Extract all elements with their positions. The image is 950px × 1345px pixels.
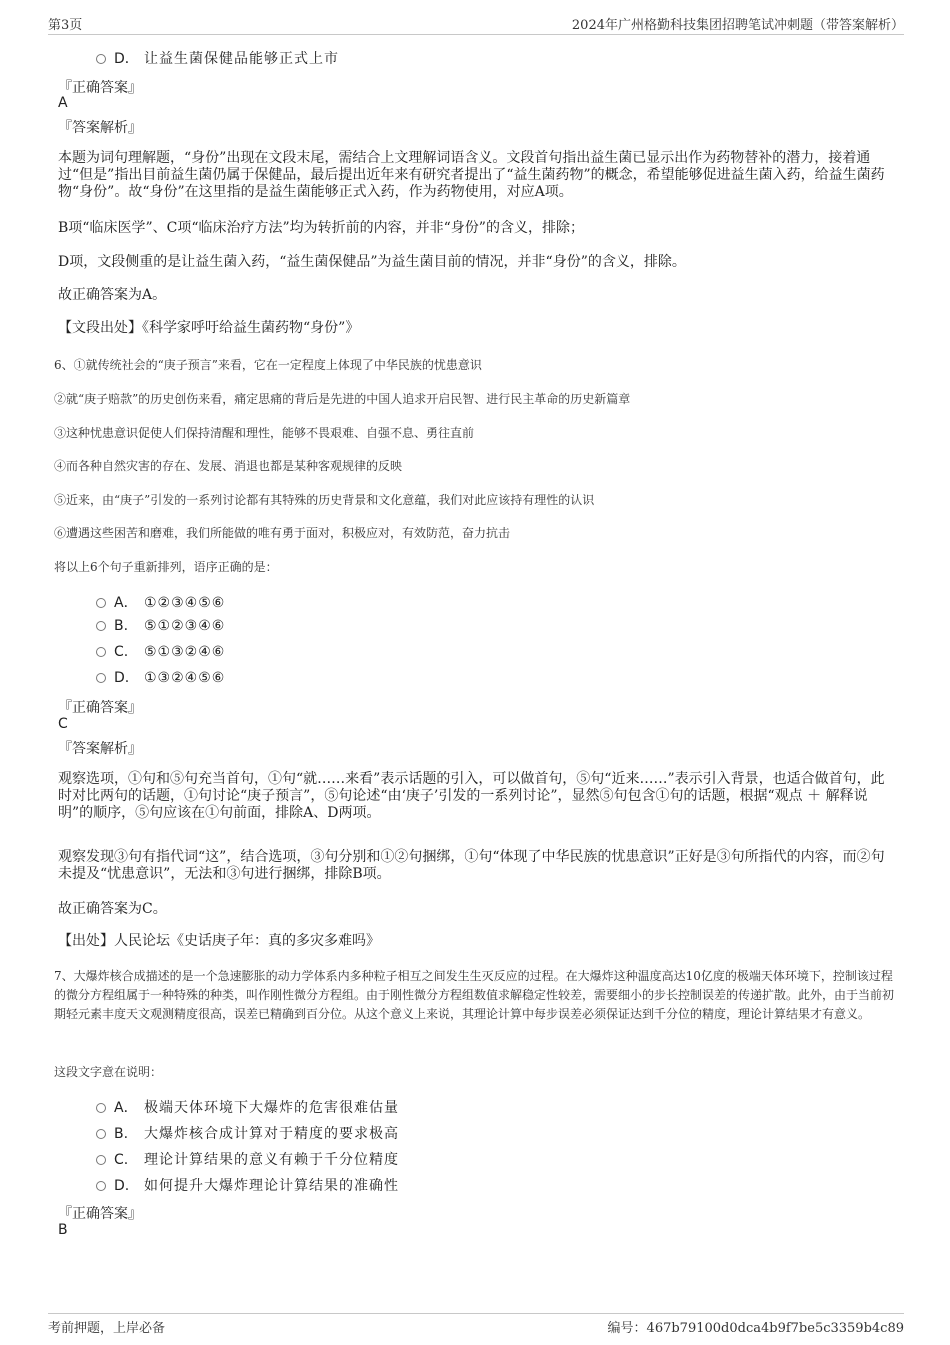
q6-analysis-label: 『答案解析』 <box>58 741 142 757</box>
page-number: 第3页 <box>48 18 83 33</box>
q5-option-d[interactable]: D． 让益生菌保健品能够正式上市 <box>96 48 339 68</box>
radio-icon[interactable] <box>96 621 106 631</box>
q6-sentence-2: ②就“庚子赔款”的历史创伤来看，痛定思痛的背后是先进的中国人追求开启民智、进行民主革命的历史新篇章 <box>54 392 631 406</box>
page-header <box>48 14 904 35</box>
document-title: 2024年广州格勤科技集团招聘笔试冲刺题（带答案解析） <box>571 18 904 33</box>
q6-sentence-1: 6、①就传统社会的“庚子预言”来看，它在一定程度上体现了中华民族的忧患意识 <box>54 358 482 372</box>
q6-answer-label: 『正确答案』 <box>58 700 142 716</box>
q7-answer-label: 『正确答案』 <box>58 1206 142 1222</box>
q6-analysis-p2: 观察发现③句有指代词“这”，结合选项，③句分别和①②句捆绑，①句“体现了中华民族的忧患意识”正好是③句所指代的内容，而②句未提及“忧患意识”，无法和③句进行捆绑，排除B项。 <box>58 849 885 882</box>
q5-analysis-p4: 故正确答案为A。 <box>58 287 167 303</box>
q5-source: 【文段出处】《科学家呼吁给益生菌药物“身份”》 <box>58 320 360 336</box>
radio-icon[interactable] <box>96 1129 106 1139</box>
radio-icon[interactable] <box>96 1155 106 1165</box>
q7-option-b[interactable]: B. 大爆炸核合成计算对于精度的要求极高 <box>96 1123 399 1143</box>
q6-source: 【出处】人民论坛《史话庚子年：真的多灾多难吗》 <box>58 933 380 949</box>
q5-answer-label: 『正确答案』 <box>58 80 142 96</box>
radio-icon[interactable] <box>96 673 106 683</box>
footer-slogan: 考前押题，上岸必备 <box>48 1321 166 1336</box>
q6-analysis-p3: 故正确答案为C。 <box>58 901 167 917</box>
page-footer <box>48 1313 904 1336</box>
q6-option-c[interactable]: C. ⑤①③②④⑥ <box>96 644 225 664</box>
q6-sentence-3: ③这种忧患意识促使人们保持清醒和理性，能够不畏艰难、自强不息、勇往直前 <box>54 426 475 440</box>
q7-option-c[interactable]: C. 理论计算结果的意义有赖于千分位精度 <box>96 1149 399 1169</box>
radio-icon[interactable] <box>96 54 106 64</box>
q6-option-a[interactable]: A． ①②③④⑤⑥ <box>96 592 225 612</box>
q5-answer: A <box>58 95 68 111</box>
q7-stem: 7、大爆炸核合成描述的是一个急速膨胀的动力学体系内多种粒子相互之间发生生灭反应的过程。在大爆炸这种温度高达10亿度的极端天体环境下，控制该过程的微分方程组属于一种特殊的种类，叫作刚性微分方程组。由于刚性微分方程组数值求解稳定性较差，需要细小的步长控制误差的传递扩散。此外，由于当前初期轻元素丰度天文观测精度很高，误差已精确到百分位。从这个意义上来说，其理论计算中每步误差必须保证达到千分位的精度，理论计算结果才有意义。 <box>54 969 895 1021</box>
radio-icon[interactable] <box>96 1181 106 1191</box>
q6-option-d[interactable]: D. ①③②④⑤⑥ <box>96 670 225 690</box>
footer-serial: 编号：467b79100d0dca4b9f7be5c3359b4c89 <box>607 1321 904 1336</box>
q5-analysis-p3: D项，文段侧重的是让益生菌入药，“益生菌保健品”为益生菌目前的情况，并非“身份”的含义，排除。 <box>58 254 686 270</box>
q5-analysis-label: 『答案解析』 <box>58 120 142 136</box>
q5-analysis-p2: B项“临床医学”、C项“临床治疗方法”均为转折前的内容，并非“身份”的含义，排除； <box>58 220 584 236</box>
q6-analysis-p1: 观察选项，①句和⑤句充当首句，①句“就……来看”表示话题的引入，可以做首句，⑤句“近来……”表示引入背景，也适合做首句，此时对比两句的话题，①句讨论“庚子预言”，⑤句论述“由‘庚子’引发的一系列讨论”，显然⑤句包含①句的话题，根据“观点 ＋ 解释说明”的顺序，⑤句应该在①句前面，排除A、D两项。 <box>58 771 885 821</box>
q6-answer: C <box>58 716 68 732</box>
q7-option-a[interactable]: A． 极端天体环境下大爆炸的危害很难估量 <box>96 1097 399 1117</box>
q7-option-d[interactable]: D. 如何提升大爆炸理论计算结果的准确性 <box>96 1175 399 1195</box>
q5-analysis-p1: 本题为词句理解题，“身份”出现在文段末尾，需结合上文理解词语含义。文段首句指出益生菌已显示出作为药物替补的潜力，接着通过“但是”指出目前益生菌仍属于保健品，最后提出近年来有研究者提出了“益生菌药物”的概念，希望能够促进益生菌入药，给益生菌药物“身份”。故“身份”在这里指的是益生菌能够正式入药，作为药物使用，对应A项。 <box>58 150 885 200</box>
q7-answer: B <box>58 1222 68 1238</box>
q6-sentence-6: ⑥遭遇这些困苦和磨难，我们所能做的唯有勇于面对，积极应对，有效防范，奋力抗击 <box>54 526 511 540</box>
radio-icon[interactable] <box>96 1103 106 1113</box>
q6-option-b[interactable]: B. ⑤①②③④⑥ <box>96 618 225 638</box>
q7-prompt: 这段文字意在说明： <box>54 1065 163 1079</box>
q6-prompt: 将以上6个句子重新排列，语序正确的是： <box>54 560 278 574</box>
q6-sentence-4: ④而各种自然灾害的存在、发展、消退也都是某种客观规律的反映 <box>54 459 403 473</box>
q6-sentence-5: ⑤近来，由“庚子”引发的一系列讨论都有其特殊的历史背景和文化意蕴，我们对此应该持有理性的认识 <box>54 493 595 507</box>
radio-icon[interactable] <box>96 598 106 608</box>
radio-icon[interactable] <box>96 647 106 657</box>
